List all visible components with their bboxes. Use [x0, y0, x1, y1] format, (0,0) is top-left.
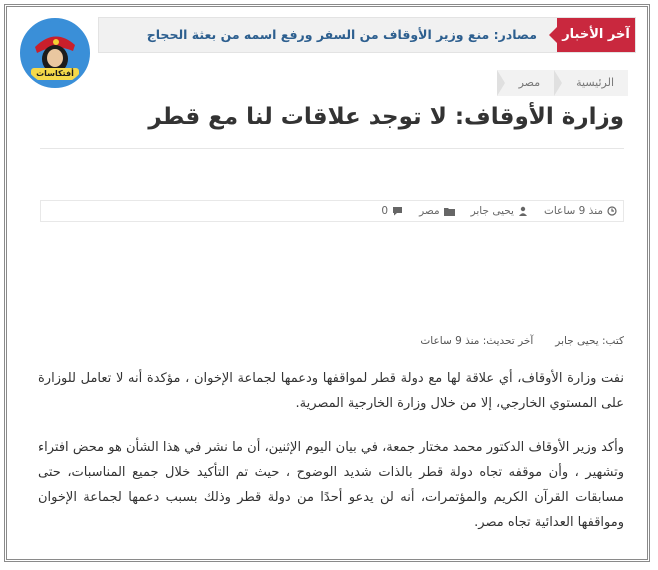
title-divider — [40, 148, 624, 149]
breadcrumb-category[interactable]: مصر — [518, 76, 541, 89]
byline-updated: آخر تحديث: منذ 9 ساعات — [420, 335, 534, 347]
meta-category[interactable] — [419, 205, 455, 217]
meta-time-text: منذ 9 ساعات — [543, 205, 603, 217]
byline-writer: كتب: يحيى جابر — [555, 335, 624, 347]
breadcrumb — [497, 70, 628, 96]
logo-text: أفتكاسات — [36, 69, 74, 78]
meta-author-text: يحيى جابر — [470, 205, 514, 217]
folder-icon — [444, 206, 455, 216]
article-paragraph: نفت وزارة الأوقاف، أي علاقة لها مع دولة قطر لمواقفها ودعمها لجماعة الإخوان ، مؤكدة أنه لا تعامل للوزارة على المستوي الخارجي، إلا من خلال وزارة الخارجية المصرية. — [38, 371, 624, 411]
breaking-news-bar — [98, 17, 636, 53]
meta-comments[interactable] — [381, 205, 403, 217]
meta-comments-count: 0 — [381, 205, 389, 217]
clock-icon — [607, 206, 617, 216]
article-byline — [398, 335, 624, 347]
latest-news-label: آخر الأخبار — [557, 18, 635, 52]
breadcrumb-separator — [497, 70, 505, 96]
article-title: وزارة الأوقاف: لا توجد علاقات لنا مع قطر — [148, 104, 624, 130]
site-logo[interactable] — [20, 18, 90, 88]
breadcrumb-home[interactable]: الرئيسية — [576, 76, 614, 89]
meta-author[interactable] — [471, 205, 528, 217]
meta-time — [544, 205, 617, 217]
comment-icon — [392, 206, 403, 216]
breadcrumb-separator — [554, 70, 562, 96]
article-paragraph: وأكد وزير الأوقاف الدكتور محمد مختار جمعة، في بيان اليوم الإثنين، أن ما نشر في هذا الشأن هو محض افتراء وتشهير ، وأن موقفه تجاه دولة قطر بالذات شديد الوضوح ، حيث تم التأكيد خلال جميع المناسبات، حتى مسابقات القرآن الكريم والمؤتمرات، أنه لن يدعو أحدًا من دولة قطر وذلك بسبب دعمها لجماعة الإخوان ومواقفها العدائية تجاه مصر. — [38, 440, 624, 530]
user-icon — [518, 206, 528, 216]
meta-category-text: مصر — [419, 205, 440, 217]
news-ticker-link[interactable]: مصادر: منع وزير الأوقاف من السفر ورفع اسمه من بعثة الحجاج — [146, 27, 537, 42]
article-meta — [40, 200, 624, 222]
